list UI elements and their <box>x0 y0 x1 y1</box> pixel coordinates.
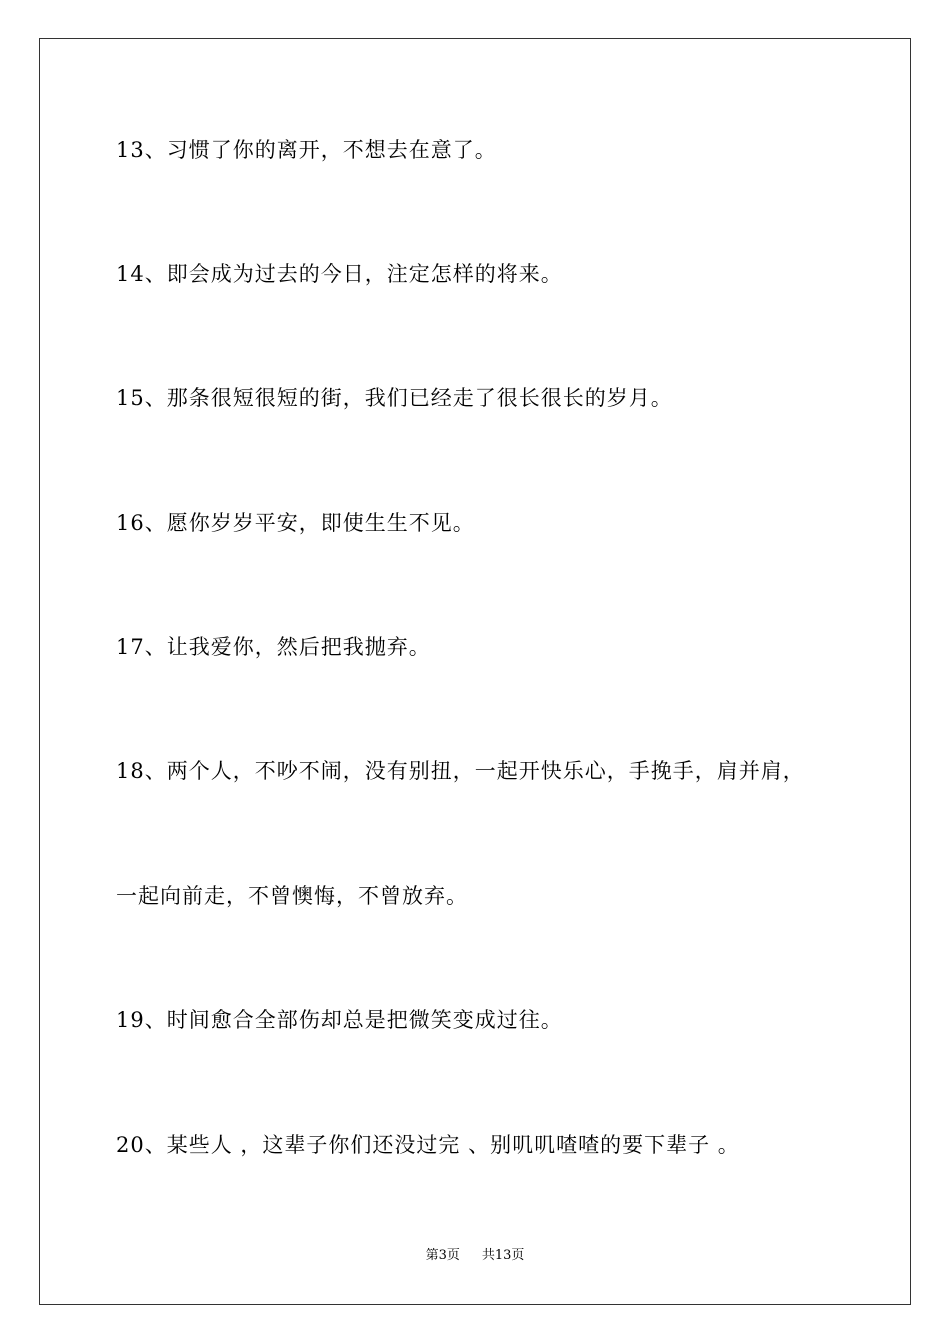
page-number: 第3页 <box>425 1248 460 1263</box>
text-line-14: 14、即会成为过去的今日，注定怎样的将来。 <box>116 262 563 286</box>
text-line-16: 16、愿你岁岁平安，即使生生不见。 <box>116 511 475 535</box>
page-footer <box>0 1247 950 1265</box>
page-frame <box>39 38 911 1305</box>
page-total: 共13页 <box>481 1248 525 1263</box>
text-line-17: 17、让我爱你，然后把我抛弃。 <box>116 635 431 659</box>
text-line-13: 13、习惯了你的离开，不想去在意了。 <box>116 138 497 162</box>
text-line-20: 20、某些人 ，这辈子你们还没过完 、别叽叽喳喳的要下辈子 。 <box>116 1133 740 1157</box>
text-line-18b: 一起向前走，不曾懊悔，不曾放弃。 <box>116 884 468 908</box>
text-line-18a: 18、两个人，不吵不闹，没有别扭，一起开快乐心，手挽手，肩并肩， <box>116 759 805 783</box>
text-line-15: 15、那条很短很短的街，我们已经走了很长很长的岁月。 <box>116 386 673 410</box>
text-line-19: 19、时间愈合全部伤却总是把微笑变成过往。 <box>116 1008 563 1032</box>
